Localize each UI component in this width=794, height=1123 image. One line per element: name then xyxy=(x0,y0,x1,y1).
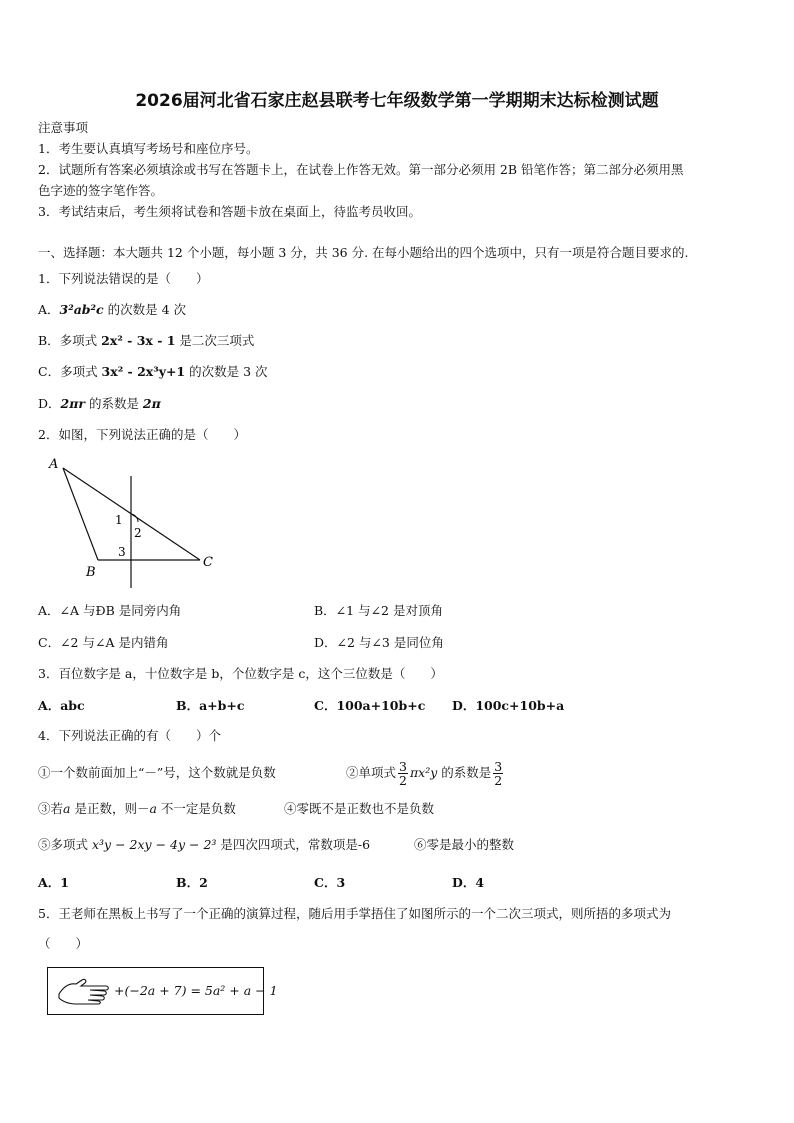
q1-option-a: A．3²ab²c 的次数是 4 次 xyxy=(38,302,187,317)
side-ab xyxy=(63,468,98,560)
q4-statement-2: ②单项式 $\frac{3}{2}$ πx²y 的系数是 $\frac{3}{2}$ xyxy=(346,759,503,788)
vertex-label-b: B xyxy=(86,565,96,580)
notice-item: 1．考生要认真填写考场号和座位序号。 xyxy=(38,141,259,156)
q3-option-a: A．abc xyxy=(38,698,85,713)
notice-heading: 注意事项 xyxy=(38,120,89,135)
blackboard-box xyxy=(47,967,278,1015)
q3-option-d: D．100c+10b+a xyxy=(452,698,565,713)
angle-arc xyxy=(131,514,138,522)
q4-option-c: C．3 xyxy=(314,875,346,890)
angle-label-1: 1 xyxy=(115,513,123,527)
q4-statement-3: ③若a 是正数，则－a 不一定是负数 xyxy=(38,801,236,816)
question-1-stem: 1．下列说法错误的是（ ） xyxy=(38,271,209,286)
q2-option-d: D．∠2 与∠3 是同位角 xyxy=(314,635,444,650)
q4-statement-1: ①一个数前面加上“－”号，这个数就是负数 xyxy=(38,765,276,780)
vertex-label-a: A xyxy=(49,457,59,472)
section-heading: 一、选择题：本大题共 12 个小题，每小题 3 分，共 36 分. 在每小题给出的四个选项中，只有一项是符合题目要求的. xyxy=(38,245,689,260)
fraction: $\frac{3}{2}$ xyxy=(494,759,503,788)
q4-statement-6: ⑥零是最小的整数 xyxy=(414,837,515,852)
q4-option-d: D．4 xyxy=(452,875,485,890)
question-5-stem-bracket: （ ） xyxy=(38,936,89,951)
q3-option-c: C．100a+10b+c xyxy=(314,698,426,713)
triangle-figure xyxy=(40,452,230,592)
vertex-label-c: C xyxy=(203,555,213,570)
q4-option-b: B．2 xyxy=(176,875,208,890)
question-5-stem: 5．王老师在黑板上书写了一个正确的演算过程，随后用手掌捂住了如图所示的一个二次三项式，则所捂的多项式为 xyxy=(38,906,671,921)
q2-option-a: A．∠A 与ÐB 是同旁内角 xyxy=(38,603,182,618)
question-4-stem: 4．下列说法正确的有（ ）个 xyxy=(38,728,221,743)
q2-option-b: B．∠1 与∠2 是对顶角 xyxy=(314,603,443,618)
q1-option-b: B．多项式 2x² - 3x - 1 是二次三项式 xyxy=(38,333,255,348)
q1-option-c: C．多项式 3x² - 2x³y+1 的次数是 3 次 xyxy=(38,364,268,379)
notice-item: 色字迹的签字笔作答。 xyxy=(38,183,164,198)
question-2-stem: 2．如图，下列说法正确的是（ ） xyxy=(38,427,246,442)
page-title: 2026届河北省石家庄赵县联考七年级数学第一学期期末达标检测试题 xyxy=(135,91,659,111)
q4-statement-5: ⑤多项式 x³y − 2xy − 4y − 2³ 是四次四项式，常数项是-6 xyxy=(38,837,371,852)
notice-item: 2．试题所有答案必须填涂或书写在答题卡上，在试卷上作答无效。第一部分必须用 2B 铅笔作答；第二部分必须用黑 xyxy=(38,162,684,177)
hand-icon xyxy=(56,974,114,1008)
angle-label-3: 3 xyxy=(118,545,126,559)
notice-item: 3．考试结束后，考生须将试卷和答题卡放在桌面上，待监考员收回。 xyxy=(38,204,421,219)
question-3-stem: 3．百位数字是 a，十位数字是 b，个位数字是 c，这个三位数是（ ） xyxy=(38,666,443,681)
q2-option-c: C．∠2 与∠A 是内错角 xyxy=(38,635,169,650)
fraction: $\frac{3}{2}$ xyxy=(399,759,407,788)
q4-statement-4: ④零既不是正数也不是负数 xyxy=(284,801,435,816)
angle-label-2: 2 xyxy=(134,526,142,540)
q3-option-b: B．a+b+c xyxy=(176,698,245,713)
q1-option-d: D．2πr 的系数是 2π xyxy=(38,396,161,411)
q4-option-a: A．1 xyxy=(38,875,69,890)
equation-text: +(−2a + 7) = 5a² + a − 1 xyxy=(114,983,278,998)
